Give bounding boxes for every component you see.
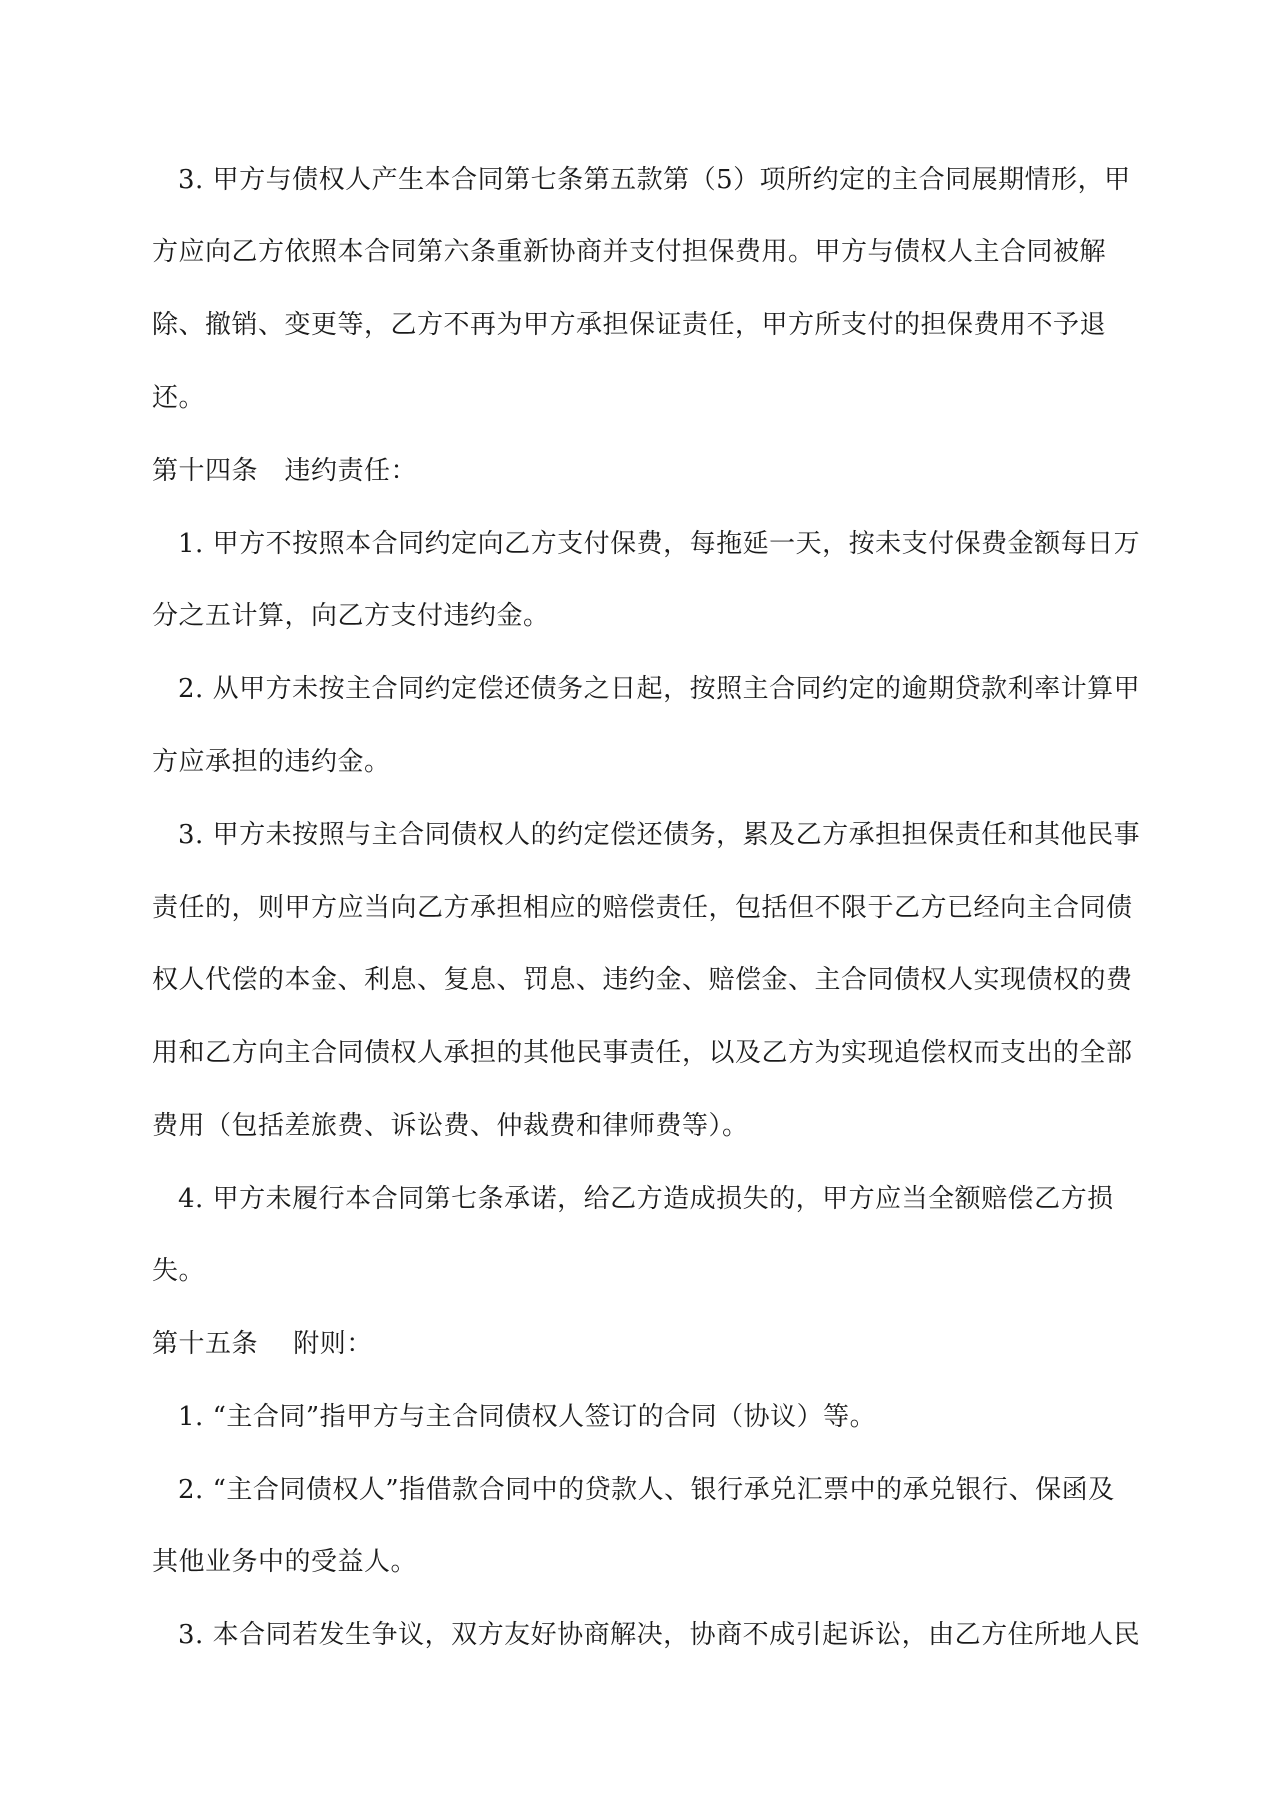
text-line: 方应向乙方依照本合同第六条重新协商并支付担保费用。甲方与债权人主合同被解 <box>152 237 1107 267</box>
text-line: 其他业务中的受益人。 <box>152 1547 418 1577</box>
text-line: 3. 甲方未按照与主合同债权人的约定偿还债务，累及乙方承担担保责任和其他民事 <box>178 820 1141 850</box>
text-line: 除、撤销、变更等，乙方不再为甲方承担保证责任，甲方所支付的担保费用不予退 <box>152 310 1107 340</box>
section-heading: 第十五条 附则： <box>152 1329 373 1359</box>
text-line: 2. 从甲方未按主合同约定偿还债务之日起，按照主合同约定的逾期贷款利率计算甲 <box>178 674 1141 704</box>
text-line: 失。 <box>152 1256 206 1286</box>
text-line: 1. 甲方不按照本合同约定向乙方支付保费，每拖延一天，按未支付保费金额每日万 <box>178 529 1141 559</box>
text-line: 责任的，则甲方应当向乙方承担相应的赔偿责任，包括但不限于乙方已经向主合同债 <box>152 893 1133 923</box>
text-line: 4. 甲方未履行本合同第七条承诺，给乙方造成损失的，甲方应当全额赔偿乙方损 <box>178 1184 1114 1214</box>
text-line: 2. “主合同债权人”指借款合同中的贷款人、银行承兑汇票中的承兑银行、保函及 <box>178 1475 1115 1505</box>
text-line: 权人代偿的本金、利息、复息、罚息、违约金、赔偿金、主合同债权人实现债权的费 <box>152 965 1133 995</box>
text-line: 费用（包括差旅费、诉讼费、仲裁费和律师费等）。 <box>152 1111 749 1141</box>
section-heading: 第十四条 违约责任： <box>152 456 418 486</box>
text-line: 用和乙方向主合同债权人承担的其他民事责任，以及乙方为实现追偿权而支出的全部 <box>152 1038 1133 1068</box>
text-line: 方应承担的违约金。 <box>152 747 391 777</box>
text-line: 3. 甲方与债权人产生本合同第七条第五款第（5）项所约定的主合同展期情形，甲 <box>178 165 1131 195</box>
text-line: 3. 本合同若发生争议，双方友好协商解决，协商不成引起诉讼，由乙方住所地人民 <box>178 1620 1141 1650</box>
text-line: 还。 <box>152 383 206 413</box>
text-line: 分之五计算，向乙方支付违约金。 <box>152 601 550 631</box>
text-line: 1. “主合同”指甲方与主合同债权人签订的合同（协议）等。 <box>178 1402 877 1432</box>
